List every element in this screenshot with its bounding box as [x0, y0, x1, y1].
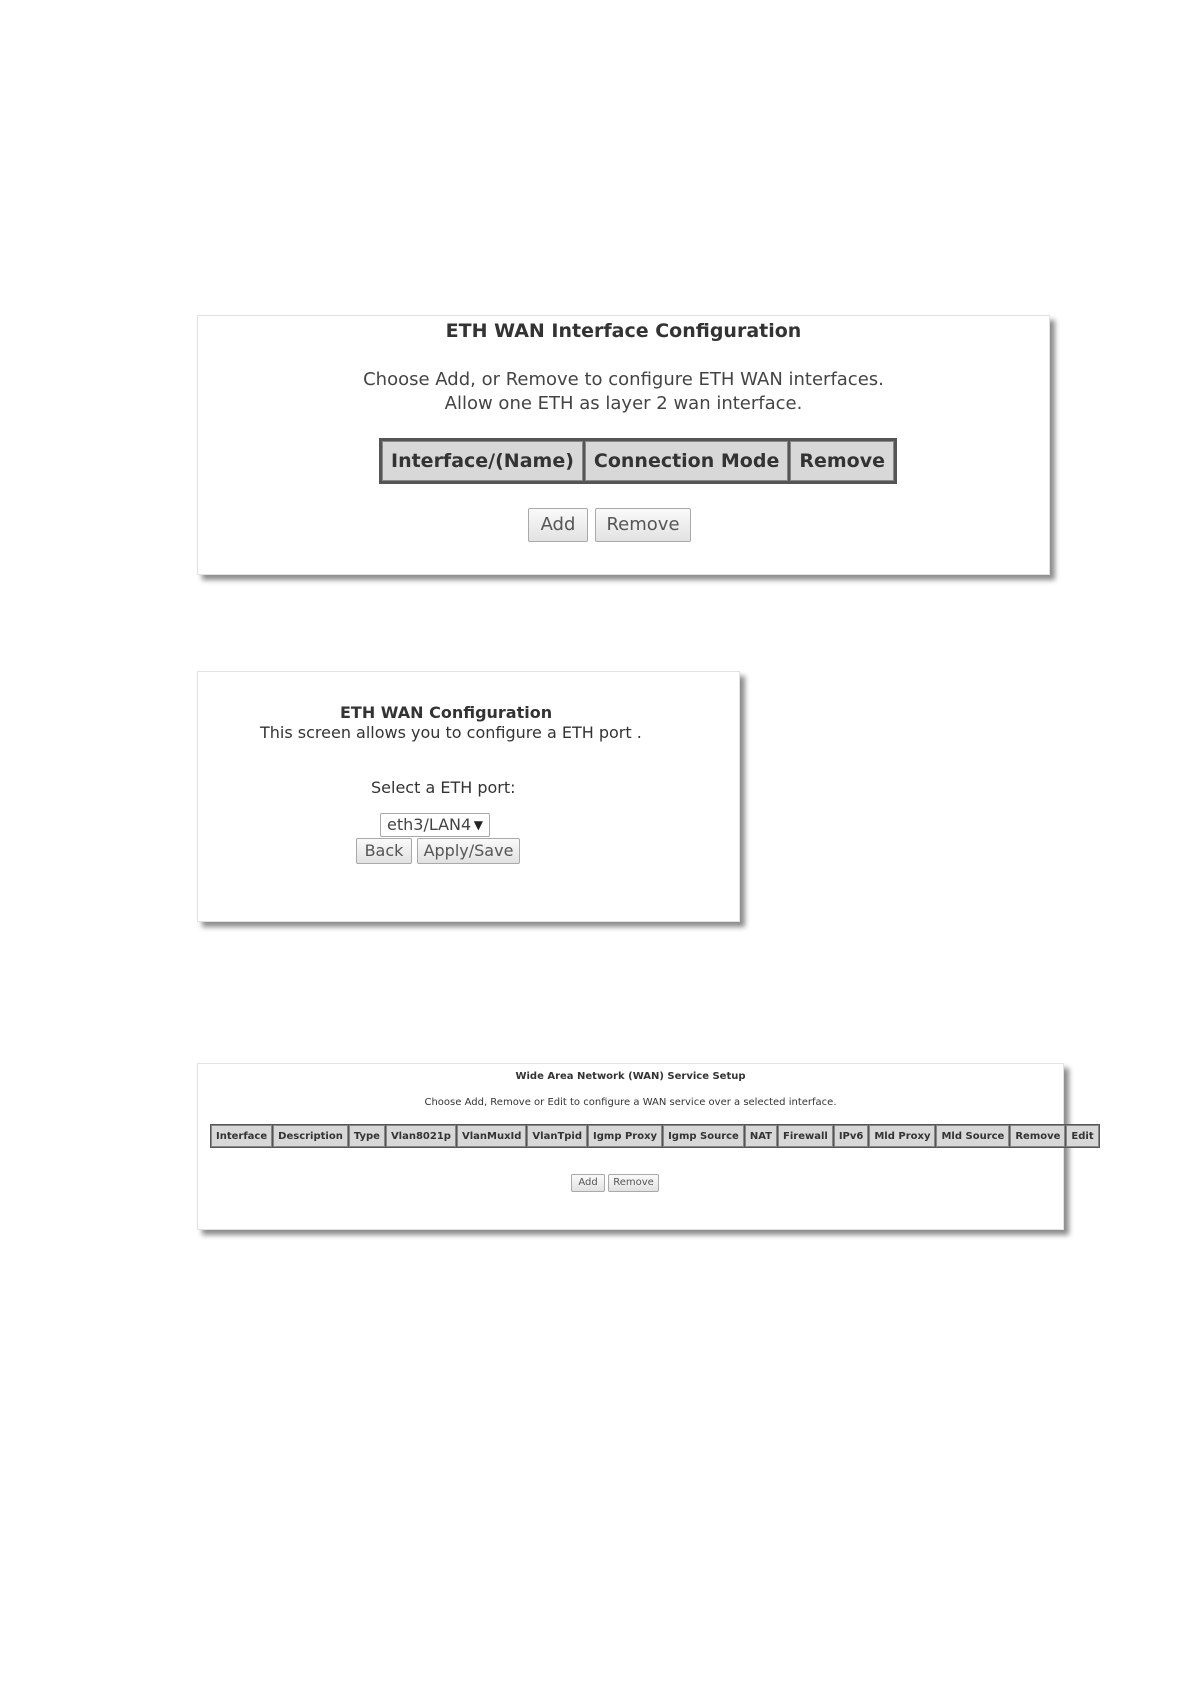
page-title: ETH WAN Interface Configuration	[445, 320, 802, 342]
remove-button[interactable]: Remove	[595, 508, 691, 542]
table-header-row	[382, 441, 894, 481]
column-header-vlanmuxid: VlanMuxId	[457, 1125, 526, 1147]
page-title: Wide Area Network (WAN) Service Setup	[515, 1071, 746, 1082]
column-header-description: Description	[273, 1125, 348, 1147]
apply-save-button[interactable]: Apply/Save	[417, 838, 520, 864]
eth-port-select-value: eth3/LAN4	[387, 815, 472, 834]
column-header-interface: Interface	[211, 1125, 272, 1147]
wan-service-panel	[197, 1063, 1094, 1230]
instructions-line-1: Choose Add, or Remove to configure ETH WAN interfaces.	[363, 369, 884, 390]
table-header-row	[211, 1125, 1099, 1147]
column-header-igmp-source: Igmp Source	[663, 1125, 744, 1147]
back-button[interactable]: Back	[356, 838, 412, 864]
remove-button[interactable]: Remove	[608, 1174, 659, 1192]
column-header-remove: Remove	[1010, 1125, 1065, 1147]
eth-wan-config-panel	[197, 671, 740, 922]
column-header-vlantpid: VlanTpid	[527, 1125, 587, 1147]
column-header-firewall: Firewall	[778, 1125, 833, 1147]
column-header-mld-proxy: Mld Proxy	[869, 1125, 935, 1147]
column-header-vlan8021p: Vlan8021p	[386, 1125, 456, 1147]
wan-service-table	[210, 1124, 1100, 1148]
column-header-edit: Edit	[1066, 1125, 1098, 1147]
column-header-type: Type	[349, 1125, 385, 1147]
column-header-mld-source: Mld Source	[936, 1125, 1009, 1147]
column-header-ipv6: IPv6	[834, 1125, 869, 1147]
column-header-connection-mode: Connection Mode	[585, 441, 788, 481]
instructions	[198, 368, 1049, 416]
page-title: ETH WAN Configuration	[340, 703, 553, 722]
port-select-label: Select a ETH port:	[371, 778, 516, 797]
page-subtitle: This screen allows you to configure a ETH port .	[260, 723, 642, 742]
eth-wan-interface-panel	[197, 315, 1050, 575]
add-button[interactable]: Add	[571, 1174, 605, 1192]
column-header-igmp-proxy: Igmp Proxy	[588, 1125, 662, 1147]
instructions: Choose Add, Remove or Edit to configure a WAN service over a selected interface.	[424, 1097, 837, 1108]
interface-table	[379, 438, 897, 484]
column-header-interface: Interface/(Name)	[382, 441, 583, 481]
dropdown-arrow-icon: ▼	[473, 818, 483, 832]
eth-port-select[interactable]	[380, 813, 490, 837]
instructions-line-2: Allow one ETH as layer 2 wan interface.	[444, 393, 803, 414]
column-header-remove: Remove	[790, 441, 894, 481]
add-button[interactable]: Add	[528, 508, 588, 542]
column-header-nat: NAT	[745, 1125, 777, 1147]
